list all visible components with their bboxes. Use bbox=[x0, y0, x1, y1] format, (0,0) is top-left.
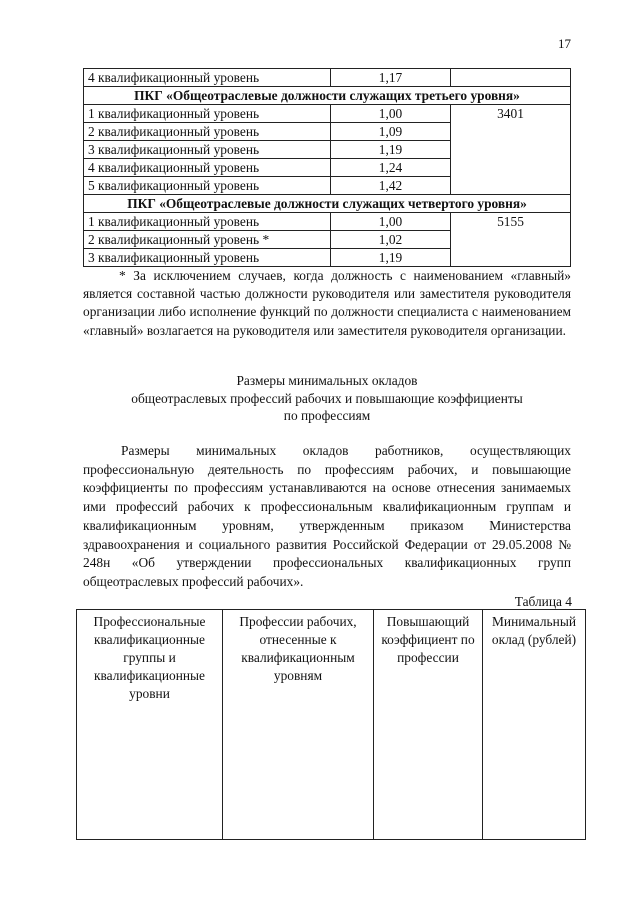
group-header-row bbox=[84, 195, 571, 213]
table-row bbox=[84, 105, 571, 123]
section-heading bbox=[83, 372, 571, 425]
table-4 bbox=[76, 609, 586, 840]
table-row bbox=[84, 69, 571, 87]
heading-line: по профессиям bbox=[283, 408, 371, 423]
coefficient-cell: 1,42 bbox=[331, 177, 451, 195]
heading-line: Размеры минимальных окладов bbox=[236, 373, 418, 388]
salary-cell bbox=[451, 69, 571, 87]
coefficient-cell: 1,09 bbox=[331, 123, 451, 141]
table-caption: Таблица 4 bbox=[514, 594, 572, 609]
column-header-coefficient: Повышающий коэффициент по профессии bbox=[374, 610, 483, 840]
coefficient-cell: 1,00 bbox=[331, 105, 451, 123]
body-paragraph bbox=[83, 442, 571, 592]
level-cell: 4 квалификационный уровень bbox=[84, 159, 331, 177]
level-cell: 3 квалификационный уровень bbox=[84, 141, 331, 159]
column-header-groups: Профессиональные квалификационные группы и квалификационные уровни bbox=[77, 610, 223, 840]
footnote-text: * За исключением случаев, когда должность с наименованием «главный» является составной частью должности руководителя или заместителя руководителя организации либо исполнение функций по должности специалиста с наименованием «главный» возлагается на руководителя или заместителя руководителя организации. bbox=[83, 268, 571, 338]
coefficient-cell: 1,19 bbox=[331, 141, 451, 159]
level-cell: 4 квалификационный уровень bbox=[84, 69, 331, 87]
qualification-levels-table bbox=[83, 68, 571, 267]
column-header-salary: Минимальный оклад (рублей) bbox=[483, 610, 586, 840]
level-cell: 1 квалификационный уровень bbox=[84, 105, 331, 123]
coefficient-cell: 1,02 bbox=[331, 231, 451, 249]
page-number: 17 bbox=[558, 36, 571, 51]
salary-cell: 5155 bbox=[451, 213, 571, 267]
paragraph-text: Размеры минимальных окладов работников, осуществляющих профессиональную деятельность по профессиям рабочих, и повышающие коэффициенты по профессиям устанавливаются на основе отнесения занимаемых ими профессий рабочих к профессиональным квалификационным группам и квалификационным уровням, утвержденным приказом Министерства здравоохранения и социального развития Российской Федерации от 29.05.2008 № 248н «Об утверждении профессиональных квалификационных групп общеотраслевых профессий рабочих». bbox=[83, 443, 571, 589]
table-row bbox=[84, 213, 571, 231]
level-cell: 2 квалификационный уровень bbox=[84, 123, 331, 141]
group-header-row bbox=[84, 87, 571, 105]
level-cell: 1 квалификационный уровень bbox=[84, 213, 331, 231]
group-header: ПКГ «Общеотраслевые должности служащих третьего уровня» bbox=[84, 87, 571, 105]
group-header: ПКГ «Общеотраслевые должности служащих четвертого уровня» bbox=[84, 195, 571, 213]
level-cell: 2 квалификационный уровень * bbox=[84, 231, 331, 249]
level-cell: 5 квалификационный уровень bbox=[84, 177, 331, 195]
table-header-row bbox=[77, 610, 586, 840]
coefficient-cell: 1,00 bbox=[331, 213, 451, 231]
level-cell: 3 квалификационный уровень bbox=[84, 249, 331, 267]
coefficient-cell: 1,19 bbox=[331, 249, 451, 267]
column-header-professions: Профессии рабочих, отнесенные к квалификационным уровням bbox=[223, 610, 374, 840]
footnote bbox=[83, 267, 571, 340]
coefficient-cell: 1,17 bbox=[331, 69, 451, 87]
heading-line: общеотраслевых профессий рабочих и повышающие коэффициенты bbox=[131, 390, 523, 406]
salary-cell: 3401 bbox=[451, 105, 571, 195]
coefficient-cell: 1,24 bbox=[331, 159, 451, 177]
